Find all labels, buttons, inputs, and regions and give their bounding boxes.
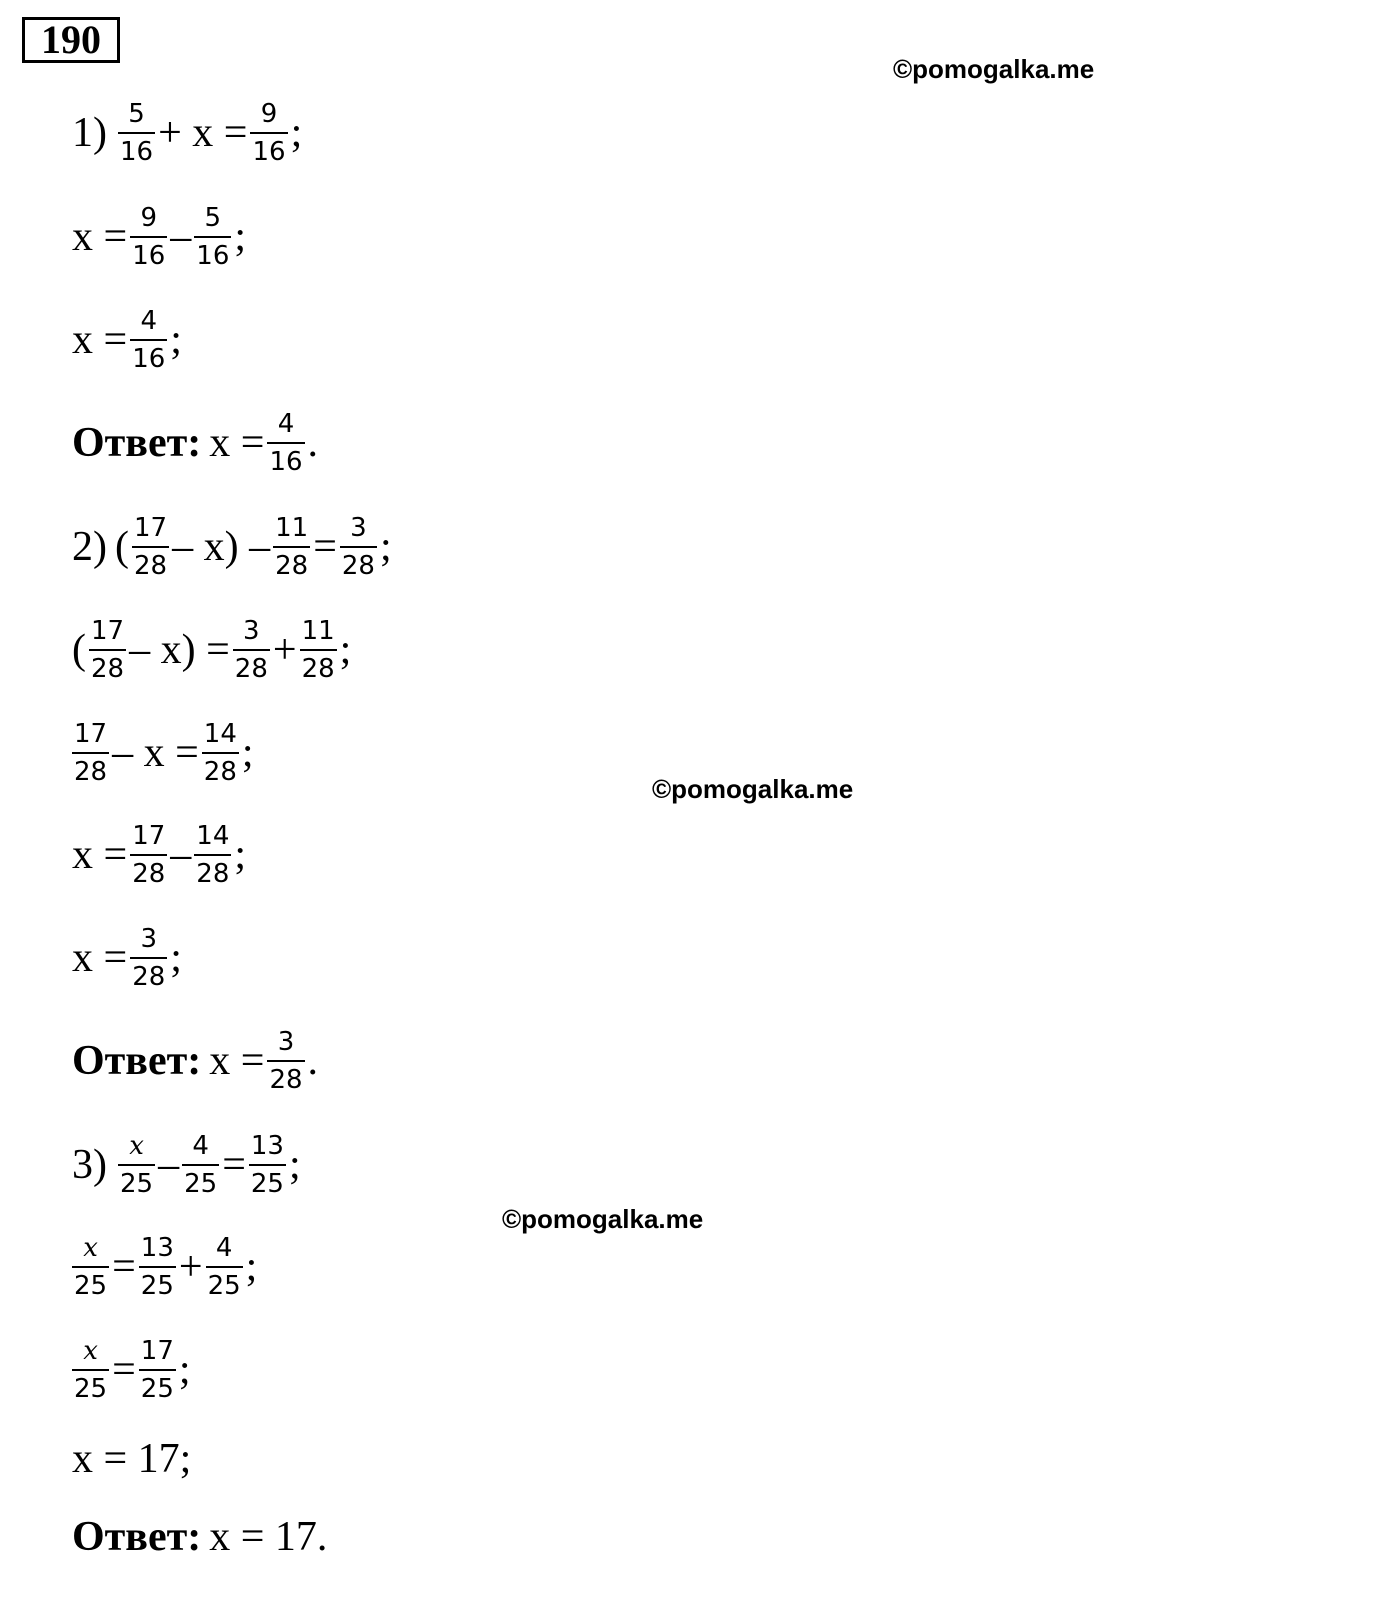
operator: x =	[72, 832, 128, 878]
punctuation: ;	[170, 317, 182, 363]
equation-text: x = 17.	[209, 1514, 328, 1560]
operator: x =	[72, 214, 128, 260]
operator: – x) –	[172, 524, 271, 570]
fraction: 5 16	[196, 203, 230, 271]
operator: –	[170, 214, 192, 260]
part2-step-4	[72, 913, 182, 1003]
part3-step-1	[72, 1222, 257, 1312]
equation-text: x = 17;	[72, 1436, 192, 1482]
punctuation: ;	[170, 935, 182, 981]
punctuation: ;	[241, 730, 254, 776]
answer-label: Ответ:	[72, 1038, 202, 1084]
fraction: 17 28	[132, 821, 166, 889]
part1-step-1	[72, 192, 246, 282]
operator: x =	[209, 420, 265, 466]
operator: x =	[72, 317, 128, 363]
fraction: 3 28	[234, 616, 268, 684]
fraction: 13 25	[140, 1233, 174, 1301]
part2-answer	[72, 1016, 318, 1106]
operator: + x =	[158, 110, 248, 156]
fraction: 17 25	[140, 1336, 174, 1404]
part3-equation	[72, 1120, 301, 1210]
fraction: 3 28	[341, 513, 375, 581]
task-number-box: 190	[22, 17, 120, 63]
fraction: 11 28	[301, 616, 335, 684]
punctuation: ;	[339, 627, 352, 673]
operator: – x) =	[129, 627, 230, 673]
fraction: 14 28	[203, 719, 237, 787]
fraction: 4 16	[132, 306, 166, 374]
fraction: 17 28	[91, 616, 125, 684]
part-label: 1)	[72, 110, 107, 156]
paren: (	[115, 524, 129, 570]
fraction: x 25	[120, 1131, 154, 1199]
watermark-bottom: ©pomogalka.me	[502, 1204, 704, 1234]
part1-answer	[72, 398, 318, 488]
punctuation: ;	[234, 214, 247, 260]
fraction: 4 16	[269, 409, 303, 477]
punctuation: ;	[234, 832, 247, 878]
part2-equation	[72, 502, 392, 592]
part3-step-3	[72, 1414, 191, 1504]
operator: +	[272, 627, 297, 673]
fraction: 4 25	[184, 1131, 218, 1199]
fraction: 3 28	[269, 1027, 303, 1095]
watermark-top: ©pomogalka.me	[893, 54, 1095, 84]
fraction: 5 16	[120, 99, 154, 167]
part3-answer	[72, 1492, 327, 1582]
part1-step-2	[72, 295, 182, 385]
punctuation: ;	[288, 1142, 301, 1188]
fraction: 13 25	[250, 1131, 284, 1199]
part2-step-1	[72, 605, 351, 695]
fraction: x 25	[74, 1233, 108, 1301]
fraction: 17 28	[134, 513, 168, 581]
operator: =	[313, 524, 337, 570]
watermark-middle: ©pomogalka.me	[652, 774, 854, 804]
operator: =	[112, 1244, 136, 1290]
punctuation: ;	[290, 110, 303, 156]
fraction: 17 28	[74, 719, 108, 787]
operator: +	[178, 1244, 203, 1290]
punctuation: .	[307, 1038, 319, 1084]
fraction: 4 25	[207, 1233, 241, 1301]
part1-equation	[72, 88, 302, 178]
operator: x =	[209, 1038, 265, 1084]
answer-label: Ответ:	[72, 420, 202, 466]
operator: =	[222, 1142, 246, 1188]
part-label: 2)	[72, 524, 107, 570]
operator: –	[158, 1142, 180, 1188]
part2-step-3	[72, 810, 246, 900]
fraction: 11 28	[275, 513, 309, 581]
fraction: 9 16	[252, 99, 286, 167]
fraction: 14 28	[196, 821, 230, 889]
punctuation: ;	[245, 1244, 258, 1290]
part3-step-2	[72, 1325, 191, 1415]
paren: (	[72, 627, 86, 673]
answer-label: Ответ:	[72, 1514, 202, 1560]
operator: =	[112, 1347, 136, 1393]
operator: –	[170, 832, 192, 878]
operator: x =	[72, 935, 128, 981]
fraction: 9 16	[132, 203, 166, 271]
fraction: 3 28	[132, 924, 166, 992]
punctuation: .	[307, 420, 319, 466]
fraction: x 25	[74, 1336, 108, 1404]
operator: – x =	[112, 730, 199, 776]
punctuation: ;	[379, 524, 392, 570]
punctuation: ;	[178, 1347, 191, 1393]
part2-step-2	[72, 708, 254, 798]
part-label: 3)	[72, 1142, 107, 1188]
